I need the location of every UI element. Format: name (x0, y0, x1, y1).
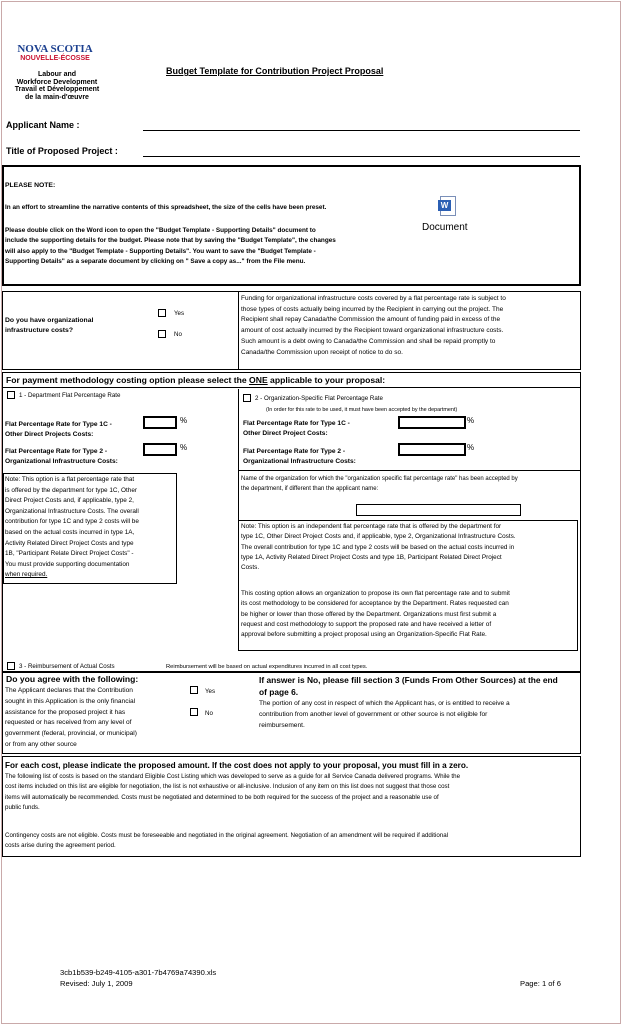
footer-file: 3cb1b539-b249-4105-a301-7b4769a74390.xls (60, 968, 217, 977)
type1c-r-l1: Flat Percentage Rate for Type 1C - (243, 420, 350, 427)
project-title-field[interactable] (143, 156, 580, 157)
right-note2-line: be higher or lower than those offered by the Department. Organizations must first submit a (241, 610, 497, 618)
note-line: include the supporting details for the budget. Please note that by saving the "Budget Template", the changes (5, 237, 336, 245)
costs-p1-line: items will automatically be recommended. Costs must be negotiated and determined to be both required for the success of the project and a reasonable use of (5, 793, 439, 801)
nova-scotia-logo (10, 44, 100, 63)
payment-heading-pre: For payment methodology costing option please select the (6, 375, 250, 385)
agree-yes-checkbox[interactable] (190, 686, 198, 694)
footer-page: Page: 1 of 6 (520, 979, 561, 988)
option3-label: 3 - Reimbursement of Actual Costs (19, 663, 115, 670)
right-type1c-rate-input[interactable] (398, 416, 466, 429)
portion-text (259, 699, 510, 731)
infra-question-l2: infrastructure costs? (5, 327, 73, 334)
left-note-line: Activity Related Direct Project Costs and type (5, 539, 134, 547)
org-name-label (241, 475, 518, 494)
left-type1c-label (5, 420, 112, 440)
infra-text-line: Such amount is a debt owing to Canada/the Commission and shall be repaid promptly to (241, 337, 496, 345)
please-note-p1: In an effort to streamline the narrative contents of this spreadsheet, the size of the cells have been preset. (5, 204, 327, 211)
left-type1c-pct: % (180, 416, 188, 425)
option2-checkbox[interactable] (243, 394, 251, 402)
agree-text-line: requested or has received from any level of (5, 719, 132, 727)
infra-yes-checkbox[interactable] (158, 309, 166, 317)
agree-text-line: assistance for the proposed project it has (5, 708, 126, 716)
option3-checkbox[interactable] (7, 662, 15, 670)
type1c-r-l2: Other Direct Project Costs: (243, 430, 328, 437)
please-note-heading: PLEASE NOTE: (5, 182, 56, 189)
right-type2-label (243, 447, 356, 467)
applicant-name-field[interactable] (143, 130, 580, 131)
org-name-l1: Name of the organization for which the "organization specific flat percentage rate" has been accepted by (241, 476, 518, 482)
type2-l2: Organizational Infrastructure Costs: (5, 458, 118, 465)
right-note2-text (241, 589, 510, 640)
costs-p1-line: public funds. (5, 804, 40, 812)
costs-p1-line: The following list of costs is based on the standard Eligible Cost Listing which was developed to serve as a guide for all Service Canada delivered programs. While the (5, 773, 461, 780)
portion-line: The portion of any cost in respect of which the Applicant has, or is entitled to receive a (259, 700, 510, 707)
dept-en-1: Labour and (37, 71, 77, 78)
left-type2-rate-input[interactable] (143, 443, 177, 456)
dept-fr-1: Travail et Développement (14, 86, 100, 93)
left-type2-pct: % (180, 443, 188, 452)
logo-sub: NOUVELLE-ÉCOSSE (20, 55, 90, 62)
left-note-line: Organizational Infrastructure Costs. The overall (5, 507, 139, 515)
document-label[interactable]: Document (422, 222, 468, 233)
please-note-p2 (5, 226, 336, 268)
org-name-top-rule (238, 470, 581, 471)
option2-sublabel: (In order for this rate to be used, it must have been accepted by the department) (266, 407, 458, 413)
agree-text (5, 686, 137, 751)
left-note-line: Note: This option is a flat percentage rate that (5, 476, 135, 483)
left-note-line: Direct Project Costs and, if applicable, type 2, (5, 497, 134, 505)
infra-no-label: No (174, 331, 182, 338)
word-icon-letter: W (438, 200, 451, 211)
org-name-input[interactable] (356, 504, 521, 516)
right-note2-line: its cost methodology to be considered for acceptance by the Department. Rates requested can (241, 600, 509, 608)
agree-no-label: No (205, 710, 213, 717)
left-note-line: when required. (5, 571, 48, 579)
option2-label: 2 - Organization-Specific Flat Percentage Rate (255, 395, 383, 402)
right-note2-line: approval before submitting a project proposal using an Organization-Specific Flat Rate. (241, 631, 487, 639)
infra-question (5, 316, 93, 336)
if-no-instruction (259, 674, 558, 698)
agree-text-line: government (federal, provincial, or municipal) (5, 730, 137, 738)
agree-yes-label: Yes (205, 688, 216, 695)
org-name-l2: the department, if different than the applicant name: (241, 485, 379, 492)
project-title-label: Title of Proposed Project : (6, 146, 118, 156)
infra-text-line: Canada/the Commission upon receipt of notice to do so. (241, 348, 403, 356)
agree-text-line: or from any other source (5, 740, 77, 748)
type2-r-l1: Flat Percentage Rate for Type 2 - (243, 448, 346, 455)
left-type2-label (5, 447, 118, 467)
agree-heading: Do you agree with the following: (6, 674, 139, 684)
infra-yes-label: Yes (174, 310, 185, 317)
costs-p2-line: costs arise during the agreement period. (5, 842, 116, 850)
type1c-l2: Other Direct Projects Costs: (5, 431, 94, 438)
option1-checkbox[interactable] (7, 391, 15, 399)
option1-label: 1 - Department Flat Percentage Rate (19, 392, 121, 399)
note-line: will also apply to the "Budget Template - Supporting Details". You want to save the "Budget Template - (5, 247, 316, 255)
left-note-line: contribution for type 1C and type 2 costs will be (5, 518, 139, 526)
portion-line: reimbursement. (259, 721, 305, 729)
right-type2-rate-input[interactable] (398, 443, 466, 456)
right-note-line: Note: This option is an independent flat percentage rate that is offered by the department for (241, 523, 502, 530)
if-no-l2: of page 6. (259, 687, 299, 697)
left-type1c-rate-input[interactable] (143, 416, 177, 429)
dept-fr-2: de la main-d'œuvre (25, 93, 89, 101)
costs-p2-line: Contingency costs are not eligible. Costs must be foreseeable and negotiated in the original agreement. Negotiation of an amendment will be required if additional (5, 832, 449, 839)
agree-text-line: The Applicant declares that the Contribution (5, 687, 133, 694)
infra-text-line: Recipient shall repay Canada/the Commission the amount of funding paid in excess of the (241, 316, 501, 324)
costs-p1 (5, 772, 460, 814)
right-note-line: The overall contribution for type 1C and type 2 costs will be based on the actual costs incurred in (241, 543, 515, 551)
payment-heading (6, 375, 385, 386)
right-note2-line: request and cost methodology to support the proposed rate and have received a letter of (241, 620, 492, 628)
payment-heading-rule (2, 387, 581, 388)
option3-note: Reimbursement will be based on actual expenditures incurred in all cost types. (166, 664, 368, 670)
agree-text-line: sought in this Application is the only financial (5, 697, 136, 705)
costs-p1-line: cost items included on this list are eligible for negotiation, the list is not exhaustive or all-inclusive. Inclusion of any item on this list does not suggest that those cost (5, 783, 450, 791)
right-type1c-label (243, 419, 350, 439)
left-note-line: 1B, "Participant Relate Direct Project Costs" - (5, 550, 134, 558)
note-line: Supporting Details" as a separate document by clicking on " Save a copy as..." from the File menu. (5, 258, 306, 266)
left-note-line: based on the actual costs incurred in type 1A, (5, 528, 135, 536)
infra-text-line: those types of costs actually being incurred by the Recipient in carrying out the project. The (241, 305, 504, 313)
right-note-line: type 1C, Other Direct Project Costs and, if applicable, type 2, Organizational Infrastructure Costs. (241, 533, 516, 541)
type2-l1: Flat Percentage Rate for Type 2 - (5, 448, 108, 455)
infra-question-l1: Do you have organizational (5, 317, 94, 324)
right-note-line: Costs. (241, 564, 260, 572)
payment-heading-one: ONE (249, 375, 268, 385)
type2-r-l2: Organizational Infrastructure Costs: (243, 458, 356, 465)
page-title: Budget Template for Contribution Project Proposal (166, 66, 384, 76)
department-name (2, 71, 112, 101)
left-note-line: is offered by the department for type 1C, Other (5, 486, 138, 494)
word-document-icon[interactable] (438, 196, 458, 218)
right-note-text (241, 522, 516, 573)
costs-p2 (5, 831, 448, 852)
infra-text (241, 294, 506, 358)
right-type1c-pct: % (467, 416, 475, 425)
infra-divider (238, 291, 239, 370)
right-note-line: type 1A, Activity Related Direct Project Costs and type 1B, Participant Related Direct Project (241, 553, 502, 561)
type1c-l1: Flat Percentage Rate for Type 1C - (5, 421, 112, 428)
payment-heading-post: applicable to your proposal: (267, 375, 386, 385)
infra-text-line: amount of cost actually incurred by the Recipient toward organizational infrastructure costs. (241, 327, 504, 335)
portion-line: contribution from another level of government or other source is not eligible for (259, 710, 488, 718)
if-no-l1: If answer is No, please fill section 3 (Funds From Other Sources) at the end (259, 675, 558, 685)
infra-text-line: Funding for organizational infrastructure costs covered by a flat percentage rate is subject to (241, 295, 506, 302)
right-note2-line: This costing option allows an organization to propose its own flat percentage rate and to submit (241, 590, 510, 597)
costs-heading: For each cost, please indicate the proposed amount. If the cost does not apply to your proposal, you must fill in a zero. (5, 761, 469, 770)
applicant-name-label: Applicant Name : (6, 120, 80, 130)
infra-no-checkbox[interactable] (158, 330, 166, 338)
right-type2-pct: % (467, 443, 475, 452)
note-line: Please double click on the Word icon to open the "Budget Template - Supporting Details" document to (5, 227, 316, 234)
footer-revised: Revised: July 1, 2009 (60, 979, 133, 988)
left-note-text (5, 475, 139, 581)
logo-main: NOVA SCOTIA (17, 43, 93, 55)
left-note-line: You must provide supporting documentation (5, 560, 130, 568)
dept-en-2: Workforce Development (16, 78, 98, 86)
agree-no-checkbox[interactable] (190, 708, 198, 716)
